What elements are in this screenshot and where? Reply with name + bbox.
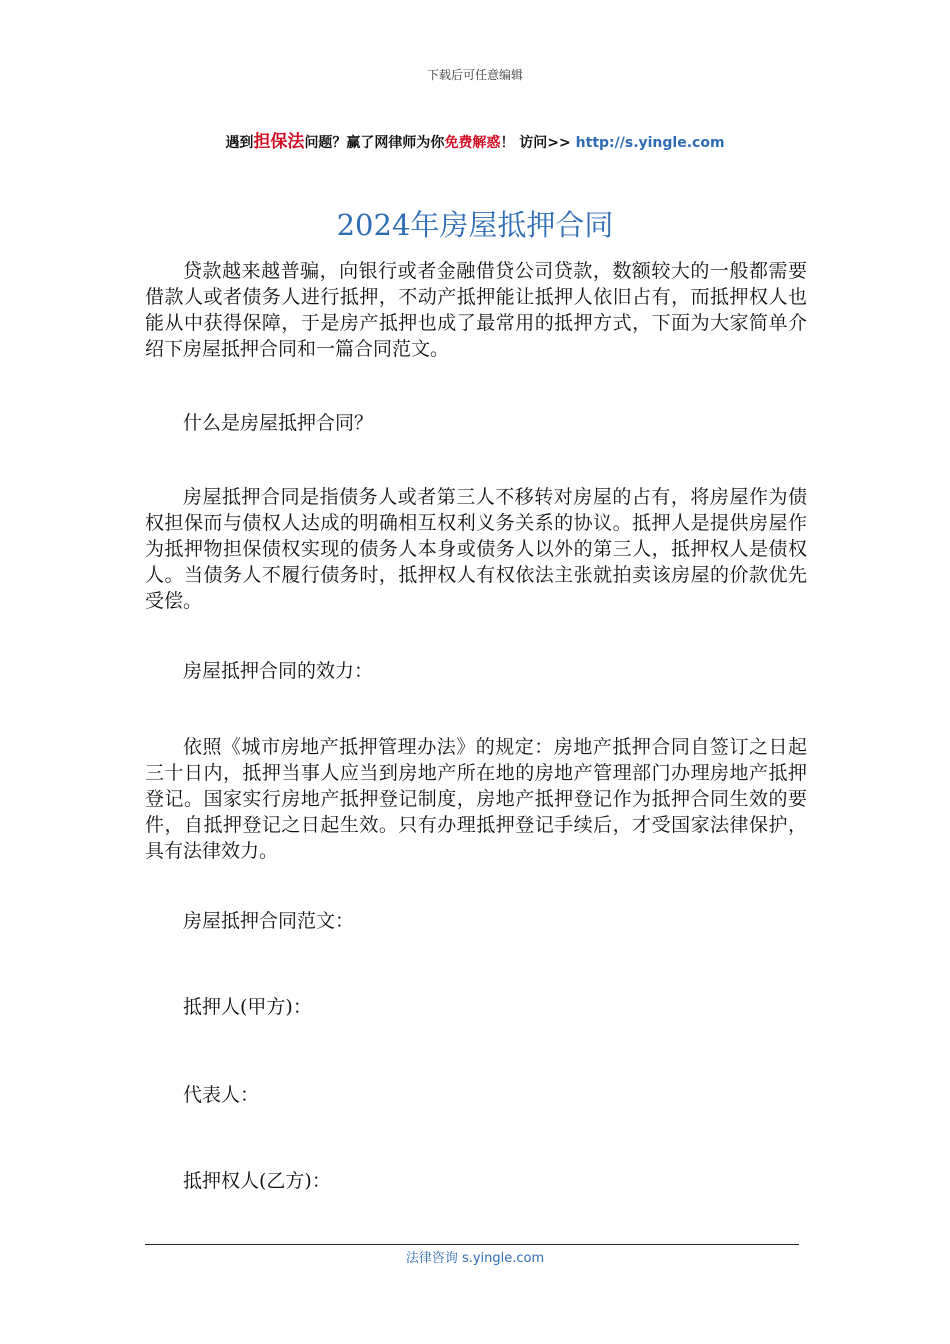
heading-validity: 房屋抵押合同的效力： bbox=[183, 660, 374, 682]
promo-banner bbox=[0, 127, 950, 152]
paragraph-intro: 贷款越来越普骗，向银行或者金融借贷公司贷款，数额较大的一般都需要借款人或者债务人进行抵押，不动产抵押能让抵押人依旧占有，而抵押权人也能从中获得保障，于是房产抵押也成了最常用的抵押方式，下面为大家简单介绍下房屋抵押合同和一篇合同范文。 bbox=[145, 260, 807, 360]
field-mortgagor: 抵押人(甲方)： bbox=[183, 996, 312, 1018]
heading-sample: 房屋抵押合同范文： bbox=[183, 910, 355, 932]
paragraph-validity: 依照《城市房地产抵押管理办法》的规定：房地产抵押合同自签订之日起三十日内，抵押当事人应当到房地产所在地的房地产管理部门办理房地产抵押登记。国家实行房地产抵押登记制度，房地产抵押登记作为抵押合同生效的要件，自抵押登记之日起生效。只有办理抵押登记手续后，才受国家法律保护，具有法律效力。 bbox=[145, 736, 807, 862]
footer-divider bbox=[145, 1244, 799, 1245]
field-representative: 代表人： bbox=[183, 1084, 260, 1106]
paragraph-definition: 房屋抵押合同是指债务人或者第三人不移转对房屋的占有，将房屋作为债权担保而与债权人达成的明确相互权利义务关系的协议。抵押人是提供房屋作为抵押物担保债权实现的债务人本身或债务人以外的第三人，抵押权人是债权人。当债务人不履行债务时，抵押权人有权依法主张就拍卖该房屋的价款优先受偿。 bbox=[145, 486, 807, 612]
document-title: 2024年房屋抵押合同 bbox=[336, 208, 614, 242]
footer-link[interactable]: 法律咨询 s.yingle.com bbox=[405, 1251, 545, 1266]
promo-link[interactable]: http://s.yingle.com bbox=[575, 135, 725, 151]
promo-highlight-free: 免费解惑 bbox=[444, 135, 501, 151]
promo-text-3: ！ 访问>> bbox=[500, 135, 576, 151]
page-header-note: 下载后可任意编辑 bbox=[426, 68, 523, 82]
heading-what-is: 什么是房屋抵押合同？ bbox=[183, 412, 374, 434]
promo-highlight-guarantee-law: 担保法 bbox=[253, 132, 305, 152]
promo-text-1: 遇到 bbox=[225, 135, 254, 151]
field-mortgagee: 抵押权人(乙方)： bbox=[183, 1170, 331, 1192]
promo-text-2: 问题？赢了网律师为你 bbox=[304, 135, 445, 151]
